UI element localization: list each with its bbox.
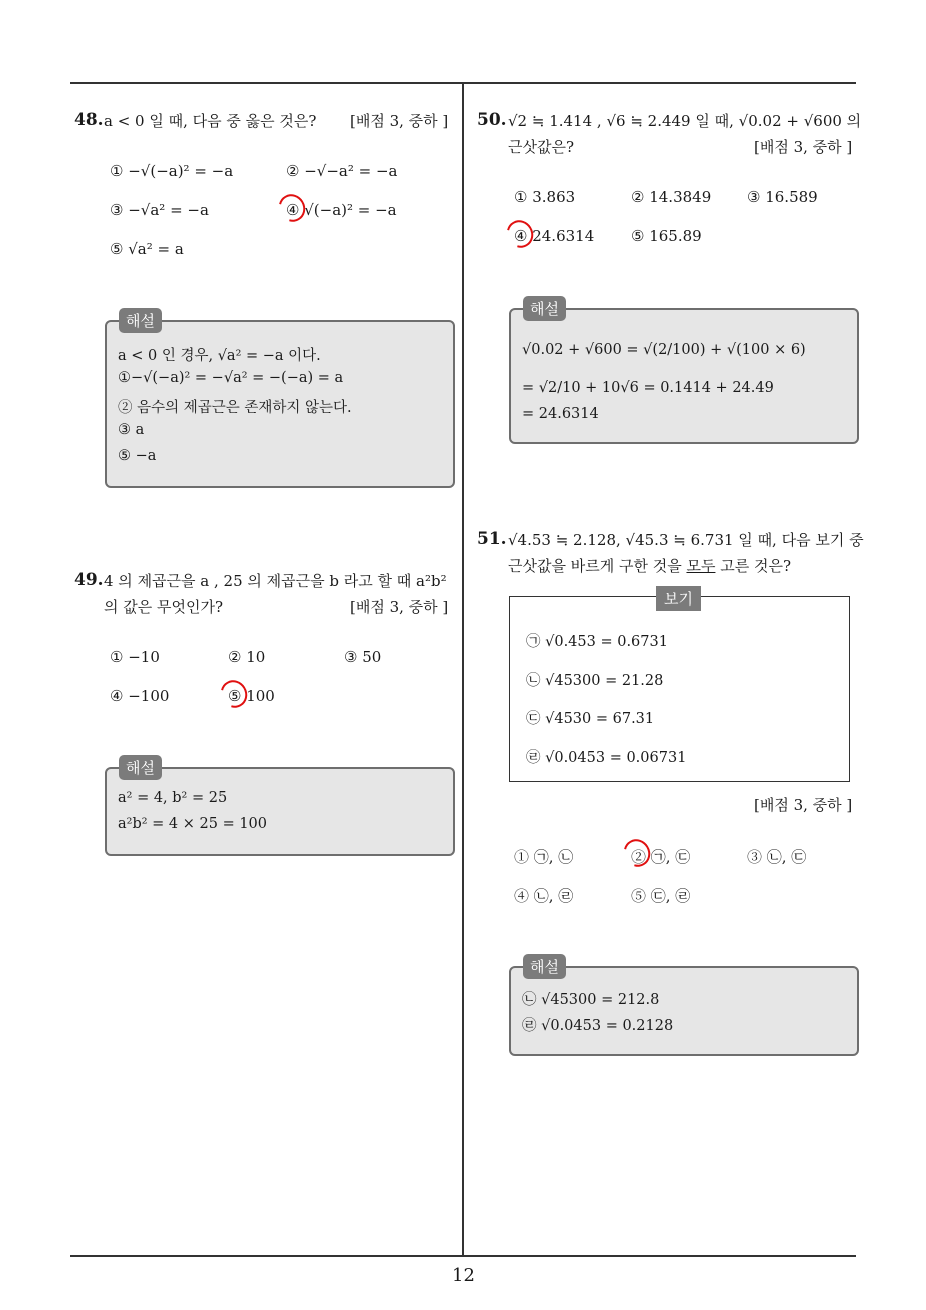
q51-number: 51. [477, 529, 507, 549]
q51-stem-part: 근삿값을 바르게 구한 것을 [508, 557, 687, 575]
q48-solution-line: ③ a [118, 422, 145, 438]
q51-solution-tag: 해설 [523, 954, 566, 979]
bottom-rule [70, 1255, 856, 1257]
q49-solution-box [105, 767, 455, 856]
q48-solution-line: a < 0 인 경우, √a² = −a 이다. [118, 348, 321, 364]
q50-stem-line1: √2 ≒ 1.414 , √6 ≒ 2.449 일 때, √0.02 + √600 의 [508, 112, 862, 130]
q50-choice-2[interactable]: ② 14.3849 [631, 188, 712, 206]
q51-score: [배점 3, 중하 ] [754, 796, 853, 814]
q49-choice-2[interactable]: ② 10 [228, 648, 266, 666]
q49-number: 49. [74, 570, 104, 590]
q50-number: 50. [477, 110, 507, 130]
q49-solution-line: a² = 4, b² = 25 [118, 790, 228, 806]
q51-choice-4[interactable]: ④ ㉡, ㉣ [514, 887, 574, 905]
q48-choice-4[interactable]: ④ √(−a)² = −a [286, 201, 397, 219]
q49-solution-tag: 해설 [119, 755, 162, 780]
q51-choice-1[interactable]: ① ㉠, ㉡ [514, 848, 574, 866]
q48-solution-line: ② 음수의 제곱근은 존재하지 않는다. [118, 400, 352, 416]
q48-number: 48. [74, 110, 104, 130]
q51-bogi-item: ㉡ √45300 = 21.28 [526, 673, 664, 689]
q49-solution-line: a²b² = 4 × 25 = 100 [118, 816, 268, 832]
q48-solution-line: ①−√(−a)² = −√a² = −(−a) = a [118, 370, 344, 386]
q50-answer-mark [502, 215, 539, 252]
q51-choice-5[interactable]: ⑤ ㉢, ㉣ [631, 887, 691, 905]
q51-bogi-item: ㉣ √0.0453 = 0.06731 [526, 750, 687, 766]
q50-solution-box [509, 308, 859, 444]
q50-solution-tag: 해설 [523, 296, 566, 321]
q51-stem-emphasis: 모두 [686, 557, 716, 575]
q50-stem-line2: 근삿값은? [508, 138, 575, 156]
q48-choice-5[interactable]: ⑤ √a² = a [110, 240, 184, 258]
q48-choice-2[interactable]: ② −√−a² = −a [286, 162, 398, 180]
q51-choice-3[interactable]: ③ ㉡, ㉢ [747, 848, 807, 866]
q48-choice-1[interactable]: ① −√(−a)² = −a [110, 162, 234, 180]
q49-score: [배점 3, 중하 ] [350, 598, 449, 616]
q49-choice-5[interactable]: ⑤ 100 [228, 687, 275, 705]
q48-solution-line: ⑤ −a [118, 448, 157, 464]
q49-stem-line2: 의 값은 무엇인가? [104, 598, 224, 616]
q49-choice-3[interactable]: ③ 50 [344, 648, 382, 666]
q48-choice-3[interactable]: ③ −√a² = −a [110, 201, 209, 219]
q48-score: [배점 3, 중하 ] [350, 112, 449, 130]
q49-answer-mark [216, 675, 253, 712]
q51-stem-part: 고른 것은? [715, 557, 791, 575]
q51-bogi-item: ㉠ √0.453 = 0.6731 [526, 634, 668, 650]
q51-stem-line2 [508, 555, 791, 576]
page-number: 12 [452, 1265, 475, 1286]
q48-solution-tag: 해설 [119, 308, 162, 333]
q50-choice-1[interactable]: ① 3.863 [514, 188, 576, 206]
column-divider [462, 84, 464, 1256]
q51-stem-line1: √4.53 ≒ 2.128, √45.3 ≒ 6.731 일 때, 다음 보기 중 [508, 531, 864, 549]
q51-bogi-item: ㉢ √4530 = 67.31 [526, 711, 655, 727]
q50-choice-3[interactable]: ③ 16.589 [747, 188, 818, 206]
q48-stem: a < 0 일 때, 다음 중 옳은 것은? [104, 112, 317, 130]
q51-bogi-tag: 보기 [656, 586, 701, 611]
q51-solution-box [509, 966, 859, 1056]
q50-solution-line: √0.02 + √600 = √(2/100) + √(100 × 6) [522, 342, 806, 358]
q50-score: [배점 3, 중하 ] [754, 138, 853, 156]
q51-choice-2[interactable]: ② ㉠, ㉢ [631, 848, 691, 866]
q51-solution-line: ㉡ √45300 = 212.8 [522, 992, 660, 1008]
q50-choice-4[interactable]: ④ 24.6314 [514, 227, 595, 245]
q49-choice-4[interactable]: ④ −100 [110, 687, 170, 705]
q50-solution-line: = 24.6314 [522, 406, 599, 422]
q50-solution-line: = √2/10 + 10√6 = 0.1414 + 24.49 [522, 380, 774, 396]
q49-choice-1[interactable]: ① −10 [110, 648, 160, 666]
q51-solution-line: ㉣ √0.0453 = 0.2128 [522, 1018, 674, 1034]
q48-answer-mark [274, 189, 311, 226]
q49-stem-line1: 4 의 제곱근을 a , 25 의 제곱근을 b 라고 할 때 a²b² [104, 572, 447, 590]
q50-choice-5[interactable]: ⑤ 165.89 [631, 227, 702, 245]
